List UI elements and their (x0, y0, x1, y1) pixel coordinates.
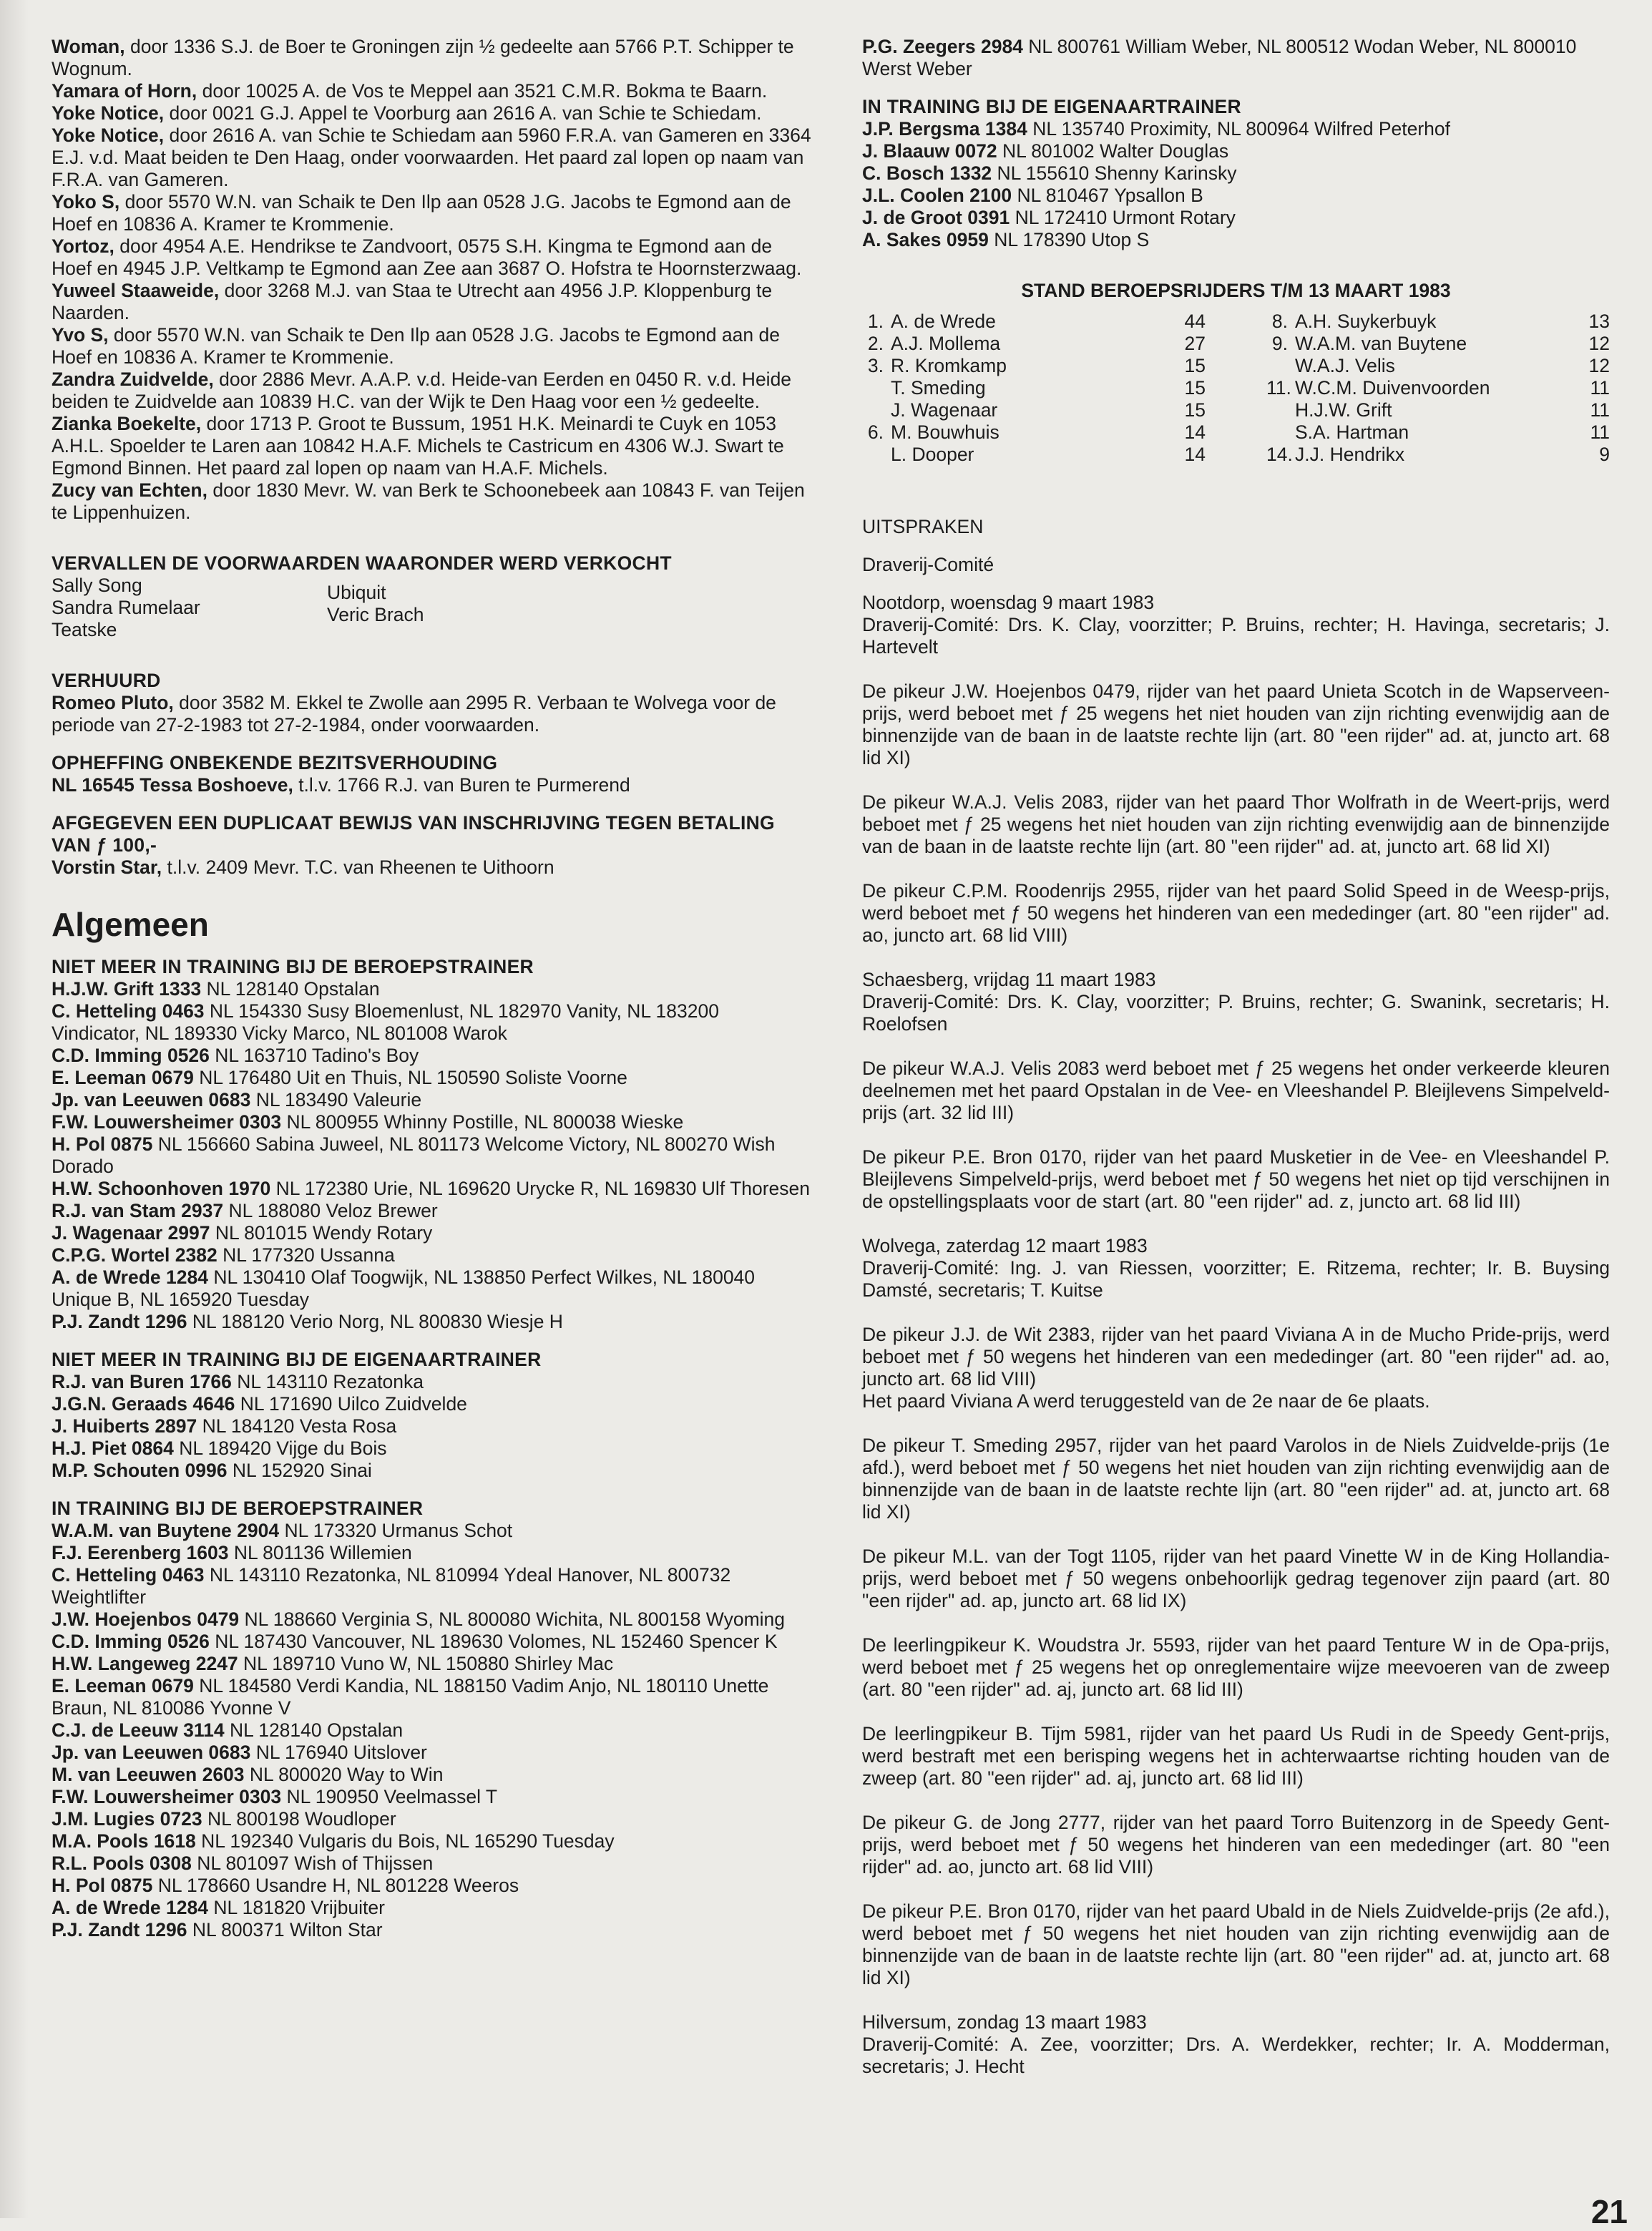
vervallen-heading: VERVALLEN DE VOORWAARDEN WAARONDER WERD VERKOCHT (52, 552, 672, 574)
entry-name: F.W. Louwersheimer 0303 (52, 1786, 282, 1807)
entry-name: P.J. Zandt 1296 (52, 1919, 187, 1940)
entry-text: NL 163710 Tadino's Boy (215, 1045, 419, 1066)
rank: 14. (1266, 444, 1293, 465)
list-item (52, 1742, 811, 1764)
list-item (52, 324, 811, 368)
ruling-paragraph: De pikeur W.A.J. Velis 2083 werd beboet met ƒ 25 wegens het onder verkeerde kleuren deelnemen met het paard Opstalan in de Vee- en Vleeshandel P. Bleijlevens Simpelveld-prijs (art. 32 lid III) (862, 1058, 1610, 1123)
list-item (52, 280, 811, 324)
ruling-paragraph: De pikeur G. de Jong 2777, rijder van het paard Torro Buitenzorg in de Speedy Gent-prijs, werd beboet met ƒ 50 wegens het hinderen van een mededinger (art. 80 "een rijder" ad. ao, juncto art. 68 lid VIII) (862, 1812, 1610, 1878)
entry-text: NL 800955 Whinny Postille, NL 800038 Wieske (286, 1111, 684, 1133)
list-item (52, 1266, 811, 1311)
entry-name: Zianka Boekelte, (52, 413, 202, 434)
entry-text: door 1713 P. Groot te Bussum, 1951 H.K. Meinardi te Cuyk en 1053 A.H.L. Spoelder te Laren aan 10842 H.A.F. Michels te Castricum en 4306 W.J. Swart te Egmond Binnen. Het paard zal lopen op naam van H.A.F. Michels. (52, 413, 784, 479)
points: 11 (1590, 421, 1610, 443)
entry-name: A. de Wrede 1284 (52, 1897, 208, 1918)
list-item (52, 1178, 811, 1200)
rider-name: M. Bouwhuis (891, 421, 999, 443)
list-item (862, 207, 1610, 229)
entry-name: Jp. van Leeuwen 0683 (52, 1089, 251, 1110)
points: 11 (1590, 399, 1610, 421)
algemeen-title: Algemeen (52, 906, 209, 943)
horse-name: Vorstin Star, (52, 856, 162, 878)
rank: 11. (1266, 377, 1291, 399)
entry-text: NL 143110 Rezatonka, NL 810994 Ydeal Hanover, NL 800732 Weightlifter (52, 1564, 731, 1608)
ruling-paragraph: Nootdorp, woensdag 9 maart 1983 Draverij-Comité: Drs. K. Clay, voorzitter; P. Bruins, rechter; H. Havinga, secretaris; J. Hartevelt (862, 592, 1610, 658)
entry-text: door 4954 A.E. Hendrikse te Zandvoort, 0575 S.H. Kingma te Egmond aan de Hoef en 4945 J.P. Veltkamp te Egmond aan Zee aan 3687 O. Hofstra te Hoornsterzwaag. (52, 235, 802, 279)
in-beroeps-heading: IN TRAINING BIJ DE BEROEPSTRAINER (52, 1498, 424, 1519)
entry-name: Yortoz, (52, 235, 114, 257)
entry-name: J.M. Lugies 0723 (52, 1808, 202, 1830)
entry-name: M.P. Schouten 0996 (52, 1460, 228, 1481)
entry-text: door 1336 S.J. de Boer te Groningen zijn ½ gedeelte aan 5766 P.T. Schipper te Wognum. (52, 36, 794, 79)
entry-text: NL 171690 Uilco Zuidvelde (240, 1393, 467, 1415)
entry-name: H.J.W. Grift 1333 (52, 978, 202, 1000)
entry-name: C.P.G. Wortel 2382 (52, 1244, 218, 1266)
list-item (52, 1200, 811, 1222)
entry-text: NL 801136 Willemien (233, 1542, 412, 1563)
entry-name: C.D. Imming 0526 (52, 1631, 210, 1652)
ruling-paragraph: De leerlingpikeur K. Woudstra Jr. 5593, rijder van het paard Tenture W in de Opa-prijs, werd beboet met ƒ 25 wegens het op onreglementaire wijze meevoeren van de zweep (art. 80 "een rijder" ad. aj, juncto art. 68 lid III) (862, 1634, 1610, 1700)
entry-text: NL 801015 Wendy Rotary (215, 1222, 433, 1244)
rank (862, 399, 884, 421)
entry-text: NL 184580 Verdi Kandia, NL 188150 Vadim Anjo, NL 180110 Unette Braun, NL 810086 Yvonne V (52, 1675, 769, 1719)
stand-row (1266, 444, 1610, 466)
list-item (52, 1808, 811, 1830)
entry-text: NL 188080 Veloz Brewer (228, 1200, 438, 1221)
rank (862, 377, 884, 399)
list-item (52, 978, 811, 1000)
rider-name: S.A. Hartman (1295, 421, 1409, 443)
entry-text: NL 183490 Valeurie (255, 1089, 422, 1110)
entry-text: NL 800198 Woudloper (207, 1808, 396, 1830)
stand-title: STAND BEROEPSRIJDERS T/M 13 MAART 1983 (1021, 280, 1451, 301)
entry-text: NL 176480 Uit en Thuis, NL 150590 Soliste Voorne (199, 1067, 627, 1088)
entry-name: J.P. Bergsma 1384 (862, 118, 1027, 140)
entry-name: R.L. Pools 0308 (52, 1852, 192, 1874)
entry-text: NL 128140 Opstalan (206, 978, 380, 1000)
entry-name: C. Hetteling 0463 (52, 1000, 205, 1022)
list-item (52, 1764, 811, 1786)
entry-name: J.L. Coolen 2100 (862, 185, 1012, 206)
comite-heading: Draverij-Comité (862, 554, 994, 575)
list-item (52, 1830, 811, 1852)
list-item (52, 368, 811, 413)
rank (862, 444, 884, 466)
entry-name: Yuweel Staaweide, (52, 280, 220, 301)
entry-name: R.J. van Buren 1766 (52, 1371, 232, 1392)
entry-name: H. Pol 0875 (52, 1875, 153, 1896)
stand-row (862, 399, 1206, 421)
entry-name: H.W. Schoonhoven 1970 (52, 1178, 271, 1199)
rank: 8. (1271, 311, 1288, 332)
entry-name: W.A.M. van Buytene 2904 (52, 1520, 280, 1541)
entry-text: NL 178660 Usandre H, NL 801228 Weeros (157, 1875, 519, 1896)
list-item (52, 1564, 811, 1608)
entry-text: NL 176940 Uitslover (255, 1742, 427, 1763)
entry-text: door 5570 W.N. van Schaik te Den Ilp aan 0528 J.G. Jacobs te Egmond aan de Hoef en 10836 A. Kramer te Krommenie. (52, 191, 791, 235)
entry-name: E. Leeman 0679 (52, 1675, 194, 1697)
rider-name: A. de Wrede (891, 311, 996, 332)
entry-text: t.l.v. 2409 Mevr. T.C. van Rheenen te Uithoorn (167, 856, 554, 878)
transfer-list (52, 36, 811, 524)
entry-text: door 5570 W.N. van Schaik te Den Ilp aan 0528 J.G. Jacobs te Egmond aan de Hoef en 10836 A. Kramer te Krommenie. (52, 324, 780, 368)
vervallen-col-2 (327, 575, 424, 641)
entry-name: Yoke Notice, (52, 125, 165, 146)
horse-name: Sally Song (52, 575, 142, 596)
entry-text: door 10025 A. de Vos te Meppel aan 3521 C.M.R. Bokma te Baarn. (202, 80, 768, 102)
stand-left (862, 311, 1206, 466)
points: 14 (1184, 421, 1206, 443)
stand-row (1266, 355, 1610, 377)
list-item (52, 1222, 811, 1244)
vervallen-list (52, 575, 811, 641)
rider-name: R. Kromkamp (891, 355, 1007, 376)
stand-row (1266, 377, 1610, 399)
rank (1266, 421, 1288, 444)
in-eigen-list (862, 118, 1610, 251)
ruling-paragraph: De pikeur W.A.J. Velis 2083, rijder van het paard Thor Wolfrath in de Weert-prijs, werd beboet met ƒ 25 wegens het niet houden van zijn richting evenwijdig aan de binnenzijde van de baan in de laatste rechte lijn (art. 80 "een rijder" ad. at, juncto art. 68 lid XI) (862, 791, 1610, 857)
entry-text: NL 188660 Verginia S, NL 800080 Wichita, NL 800158 Wyoming (244, 1608, 786, 1630)
rank: 2. (867, 333, 884, 354)
verhuurd-entry (52, 692, 811, 736)
entry-text: door 2616 A. van Schie te Schiedam aan 5960 F.R.A. van Gameren en 3364 E.J. v.d. Maat beiden te Den Haag, onder voorwaarden. Het paard zal lopen op naam van F.R.A. van Gameren. (52, 125, 811, 190)
rank: 6. (867, 421, 884, 443)
list-item (52, 1133, 811, 1178)
horse-name: Romeo Pluto, (52, 692, 174, 713)
entry-name: J. Wagenaar 2997 (52, 1222, 210, 1244)
horse-name: NL 16545 Tessa Boshoeve, (52, 774, 293, 796)
list-item (52, 1897, 811, 1919)
list-item (52, 1067, 811, 1089)
list-item (52, 1608, 811, 1631)
rider-name: J. Wagenaar (891, 399, 998, 421)
in-beroeps-list (52, 1520, 811, 1941)
entry-name: J.W. Hoejenbos 0479 (52, 1608, 240, 1630)
list-item (52, 1653, 811, 1675)
niet-beroeps-list (52, 978, 811, 1333)
horse-name: Teatske (52, 619, 117, 640)
entry-text: NL 800761 William Weber, NL 800512 Wodan Weber, NL 800010 Werst Weber (862, 36, 1577, 79)
ruling-paragraph: De pikeur C.P.M. Roodenrijs 2955, rijder van het paard Solid Speed in de Weesp-prijs, werd beboet met ƒ 50 wegens het hinderen van een mededinger (art. 80 "een rijder" ad. ao, juncto art. 68 lid VIII) (862, 880, 1610, 946)
rider-name: A.J. Mollema (891, 333, 1001, 354)
entry-text: door 1830 Mevr. W. van Berk te Schoonebeek aan 10843 F. van Teijen te Lippenhuizen. (52, 479, 805, 523)
points: 15 (1184, 355, 1206, 376)
niet-eigen-heading: NIET MEER IN TRAINING BIJ DE EIGENAARTRAINER (52, 1349, 542, 1370)
list-item (862, 229, 1610, 251)
entry-text: door 3582 M. Ekkel te Zwolle aan 2995 R. Verbaan te Wolvega voor de periode van 27-2-1983 tot 27-2-1984, onder voorwaarden. (52, 692, 776, 736)
stand-row (862, 377, 1206, 399)
horse-name: Sandra Rumelaar (52, 597, 200, 618)
page-number: 21 (1590, 2193, 1628, 2230)
entry-name: J. Huiberts 2897 (52, 1415, 197, 1437)
ruling-paragraph: De pikeur P.E. Bron 0170, rijder van het paard Musketier in de Vee- en Vleeshandel P. Bleijlevens Simpelveld-prijs, werd beboet met ƒ 50 wegens het niet op tijd verschijnen in de opstellingsplaats voor de start (art. 80 "een rijder" ad. z, juncto art. 68 lid III) (862, 1146, 1610, 1212)
rank (1266, 399, 1288, 421)
rider-name: A.H. Suykerbuyk (1295, 311, 1437, 332)
rider-name: W.A.J. Velis (1295, 355, 1395, 376)
horse-name: Veric Brach (327, 604, 424, 625)
entry-text: NL 189710 Vuno W, NL 150880 Shirley Mac (243, 1653, 614, 1674)
entry-name: A. de Wrede 1284 (52, 1266, 208, 1288)
entry-name: Yamara of Horn, (52, 80, 197, 102)
rider-name: H.J.W. Grift (1295, 399, 1392, 421)
rider-name: W.C.M. Duivenvoorden (1295, 377, 1490, 399)
stand-row (1266, 421, 1610, 444)
entry-text: door 2886 Mevr. A.A.P. v.d. Heide-van Eerden en 0450 R. v.d. Heide beiden te Zuidvelde aan 10839 H.C. van der Wijk te Den Haag voor een ½ gedeelte. (52, 368, 792, 412)
points: 15 (1184, 399, 1206, 421)
entry-name: M.A. Pools 1618 (52, 1830, 196, 1852)
entry-text: NL 152920 Sinai (232, 1460, 372, 1481)
points: 27 (1184, 333, 1206, 354)
points: 12 (1588, 333, 1610, 354)
list-item (52, 1415, 811, 1437)
entry-text: door 3268 M.J. van Staa te Utrecht aan 4956 J.P. Kloppenburg te Naarden. (52, 280, 773, 323)
rider-name: W.A.M. van Buytene (1295, 333, 1467, 354)
list-item (862, 118, 1610, 140)
list-item (52, 1244, 811, 1266)
list-item (52, 1311, 811, 1333)
entry-text: NL 810467 Ypsallon B (1017, 185, 1203, 206)
stand-right (1266, 311, 1610, 466)
stand-row (862, 355, 1206, 377)
entry-name: Yoko S, (52, 191, 120, 213)
list-item (52, 1875, 811, 1897)
points: 15 (1184, 377, 1206, 399)
list-item (52, 1045, 811, 1067)
list-item (862, 36, 1610, 80)
verhuurd-heading: VERHUURD (52, 670, 161, 691)
list-item (52, 1393, 811, 1415)
list-item (52, 1460, 811, 1482)
entry-name: P.G. Zeegers 2984 (862, 36, 1023, 57)
entry-name: Jp. van Leeuwen 0683 (52, 1742, 251, 1763)
ruling-list (862, 592, 1610, 2078)
entry-name: C. Hetteling 0463 (52, 1564, 205, 1586)
entry-name: J. de Groot 0391 (862, 207, 1010, 228)
entry-name: A. Sakes 0959 (862, 229, 989, 250)
entry-text: NL 154330 Susy Bloemenlust, NL 182970 Vanity, NL 183200 Vindicator, NL 189330 Vicky Marco, NL 801008 Warok (52, 1000, 719, 1044)
ruling-paragraph: Wolvega, zaterdag 12 maart 1983 Draverij-Comité: Ing. J. van Riessen, voorzitter; E. Ritzema, rechter; Ir. B. Buysing Damsté, secretaris; T. Kuitse (862, 1235, 1610, 1301)
entry-name: Zucy van Echten, (52, 479, 207, 501)
list-item (52, 1675, 811, 1719)
rank (1266, 355, 1288, 377)
entry-name: P.J. Zandt 1296 (52, 1311, 187, 1332)
list-item (52, 1437, 811, 1460)
opheffing-heading: OPHEFFING ONBEKENDE BEZITSVERHOUDING (52, 752, 498, 773)
entry-text: NL 189420 Vijge du Bois (179, 1437, 387, 1459)
entry-name: R.J. van Stam 2937 (52, 1200, 224, 1221)
entry-text: NL 130410 Olaf Toogwijk, NL 138850 Perfect Wilkes, NL 180040 Unique B, NL 165920 Tuesday (52, 1266, 756, 1310)
stand-row (1266, 333, 1610, 355)
entry-text: NL 178390 Utop S (994, 229, 1150, 250)
right-column (862, 36, 1610, 2100)
entry-text: NL 172410 Urmont Rotary (1015, 207, 1236, 228)
entry-text: NL 135740 Proximity, NL 800964 Wilfred Peterhof (1032, 118, 1450, 140)
entry-text: NL 192340 Vulgaris du Bois, NL 165290 Tuesday (201, 1830, 615, 1852)
list-item (52, 125, 811, 191)
entry-name: J.G.N. Geraads 4646 (52, 1393, 235, 1415)
entry-text: NL 156660 Sabina Juweel, NL 801173 Welcome Victory, NL 800270 Wish Dorado (52, 1133, 776, 1177)
entry-name: E. Leeman 0679 (52, 1067, 194, 1088)
rider-name: L. Dooper (891, 444, 974, 465)
entry-text: NL 190950 Veelmassel T (286, 1786, 498, 1807)
opheffing-entry (52, 774, 811, 796)
ruling-paragraph: Schaesberg, vrijdag 11 maart 1983 Draverij-Comité: Drs. K. Clay, voorzitter; P. Bruins, rechter; G. Swanink, secretaris; H. Roelofsen (862, 969, 1610, 1035)
list-item (52, 1719, 811, 1742)
list-item (52, 1852, 811, 1875)
entry-text: NL 172380 Urie, NL 169620 Urycke R, NL 169830 Ulf Thoresen (275, 1178, 811, 1199)
rider-name: T. Smeding (891, 377, 986, 399)
entry-text: NL 181820 Vrijbuiter (213, 1897, 385, 1918)
ruling-paragraph: De pikeur M.L. van der Togt 1105, rijder van het paard Vinette W in de King Hollandia-prijs, werd beboet met ƒ 50 wegens onbehoorlijk gedrag tegenover zijn paard (art. 80 "een rijder" ad. ap, juncto art. 68 lid IX) (862, 1546, 1610, 1611)
entry-name: H.J. Piet 0864 (52, 1437, 174, 1459)
entry-text: NL 177320 Ussanna (223, 1244, 395, 1266)
rank: 9. (1271, 333, 1288, 354)
list-item (52, 1520, 811, 1542)
list-item (52, 1631, 811, 1653)
duplicaat-entry (52, 856, 811, 879)
list-item (52, 479, 811, 524)
entry-text: NL 187430 Vancouver, NL 189630 Volomes, NL 152460 Spencer K (215, 1631, 778, 1652)
entry-name: F.W. Louwersheimer 0303 (52, 1111, 282, 1133)
rank: 3. (867, 355, 884, 376)
entry-name: H.W. Langeweg 2247 (52, 1653, 238, 1674)
entry-text: NL 173320 Urmanus Schot (284, 1520, 513, 1541)
entry-name: C.D. Imming 0526 (52, 1045, 210, 1066)
left-column (52, 36, 811, 1941)
entry-name: Zandra Zuidvelde, (52, 368, 214, 390)
entry-text: NL 801097 Wish of Thijssen (197, 1852, 434, 1874)
niet-eigen-list (52, 1371, 811, 1482)
entry-text: NL 801002 Walter Douglas (1002, 140, 1229, 162)
ruling-paragraph: Hilversum, zondag 13 maart 1983 Draverij-Comité: A. Zee, voorzitter; Drs. A. Werdekker, rechter; Ir. A. Modderman, secretaris; J. Hecht (862, 2011, 1610, 2077)
uitspraken-heading: UITSPRAKEN (862, 516, 984, 537)
niet-beroeps-heading: NIET MEER IN TRAINING BIJ DE BEROEPSTRAINER (52, 956, 534, 977)
points: 14 (1184, 444, 1206, 465)
list-item (52, 235, 811, 280)
points: 44 (1184, 311, 1206, 332)
points: 13 (1588, 311, 1610, 332)
ruling-paragraph: De pikeur T. Smeding 2957, rijder van het paard Varolos in de Niels Zuidvelde-prijs (1e afd.), werd beboet met ƒ 50 wegens het niet houden van zijn richting evenwijdig aan de binnenzijde van de baan in de laatste rechte lijn (art. 80 "een rijder" ad. at, juncto art. 68 lid XI) (862, 1435, 1610, 1523)
list-item (52, 1089, 811, 1111)
list-item (52, 413, 811, 479)
continued-entries (862, 36, 1610, 80)
entry-name: Yvo S, (52, 324, 109, 346)
entry-name: C. Bosch 1332 (862, 162, 992, 184)
points: 11 (1590, 377, 1610, 399)
entry-text: NL 800371 Wilton Star (192, 1919, 383, 1940)
in-eigen-heading: IN TRAINING BIJ DE EIGENAARTRAINER (862, 96, 1241, 117)
list-item (52, 102, 811, 125)
list-item (862, 140, 1610, 162)
points: 9 (1599, 444, 1610, 465)
entry-name: Yoke Notice, (52, 102, 165, 124)
horse-name: Ubiquit (327, 582, 386, 603)
list-item (52, 191, 811, 235)
stand-row (862, 444, 1206, 466)
entry-text: NL 800020 Way to Win (249, 1764, 444, 1785)
points: 12 (1588, 355, 1610, 376)
entry-text: t.l.v. 1766 R.J. van Buren te Purmerend (298, 774, 630, 796)
entry-name: M. van Leeuwen 2603 (52, 1764, 245, 1785)
entry-text: door 0021 G.J. Appel te Voorburg aan 2616 A. van Schie te Schiedam. (169, 102, 762, 124)
entry-name: Woman, (52, 36, 125, 57)
list-item (862, 185, 1610, 207)
rider-name: J.J. Hendrikx (1295, 444, 1405, 465)
ruling-paragraph: De pikeur P.E. Bron 0170, rijder van het paard Ubald in de Niels Zuidvelde-prijs (2e afd.), werd beboet met ƒ 50 wegens het niet houden van zijn richting evenwijdig aan de binnenzijde van de baan in de laatste rechte lijn (art. 80 "een rijder" ad. at, juncto art. 68 lid XI) (862, 1900, 1610, 1988)
stand-row (862, 421, 1206, 444)
list-item (52, 1542, 811, 1564)
duplicaat-heading: AFGEGEVEN EEN DUPLICAAT BEWIJS VAN INSCHRIJVING TEGEN BETALING VAN ƒ 100,- (52, 812, 775, 856)
list-item (52, 1371, 811, 1393)
entry-text: NL 184120 Vesta Rosa (202, 1415, 397, 1437)
list-item (52, 1786, 811, 1808)
rank: 1. (867, 311, 884, 332)
list-item (52, 1000, 811, 1045)
ruling-paragraph: De pikeur J.W. Hoejenbos 0479, rijder van het paard Unieta Scotch in de Wapserveen-prijs, werd beboet met ƒ 25 wegens het niet houden van zijn richting evenwijdig aan de binnenzijde van de baan in de laatste rechte lijn (art. 80 "een rijder" ad. at, juncto art. 68 lid XI) (862, 680, 1610, 768)
stand-row (862, 333, 1206, 355)
list-item (52, 80, 811, 102)
entry-name: F.J. Eerenberg 1603 (52, 1542, 229, 1563)
ruling-paragraph: De leerlingpikeur B. Tijm 5981, rijder van het paard Us Rudi in de Speedy Gent-prijs, werd bestraft met een berisping wegens het in achterwaartse richting houden van de zweep (art. 80 "een rijder" ad. aj, juncto art. 68 lid III) (862, 1723, 1610, 1789)
list-item (52, 1919, 811, 1941)
stand-row (1266, 399, 1610, 421)
entry-name: J. Blaauw 0072 (862, 140, 997, 162)
entry-name: H. Pol 0875 (52, 1133, 153, 1155)
list-item (52, 36, 811, 80)
entry-name: C.J. de Leeuw 3114 (52, 1719, 225, 1741)
entry-text: NL 155610 Shenny Karinsky (997, 162, 1237, 184)
list-item (52, 1111, 811, 1133)
ruling-paragraph: De pikeur J.J. de Wit 2383, rijder van het paard Viviana A in de Mucho Pride-prijs, werd beboet met ƒ 50 wegens het hinderen van een mededinger (art. 80 "een rijder" ad. ao, juncto art. 68 lid VIII) Het paard Viviana A werd teruggesteld van de 2e naar de 6e plaats. (862, 1324, 1610, 1412)
list-item (862, 162, 1610, 185)
entry-text: NL 128140 Opstalan (229, 1719, 404, 1741)
entry-text: NL 188120 Verio Norg, NL 800830 Wiesje H (192, 1311, 563, 1332)
entry-text: NL 143110 Rezatonka (237, 1371, 424, 1392)
vervallen-col-1 (52, 575, 327, 641)
stand-table (862, 311, 1610, 466)
stand-row (1266, 311, 1610, 333)
stand-row (862, 311, 1206, 333)
